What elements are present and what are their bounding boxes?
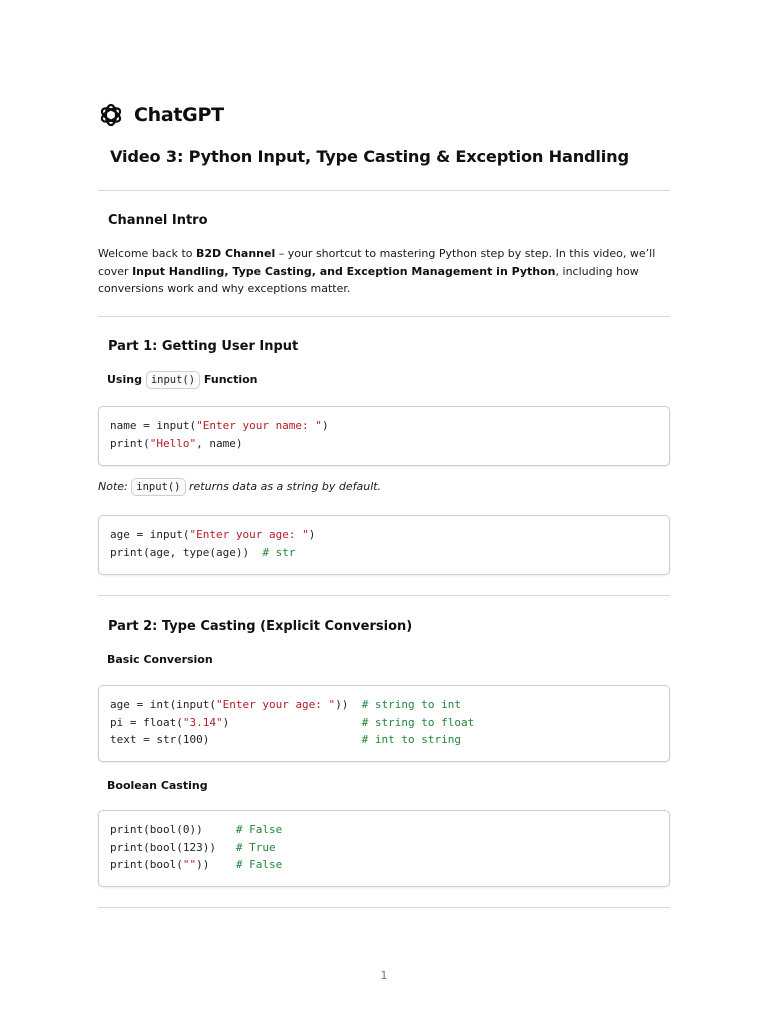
- brand-header: [98, 100, 224, 130]
- note: [98, 478, 381, 496]
- note-text: returns data as a string by default.: [189, 480, 382, 493]
- subheading-input-function: [107, 371, 258, 389]
- divider: [98, 316, 670, 317]
- section-heading-part2: Part 2: Type Casting (Explicit Conversion): [108, 619, 413, 634]
- brand-name: ChatGPT: [134, 104, 224, 126]
- divider: [98, 190, 670, 191]
- openai-logo-icon: [98, 102, 124, 128]
- code-block: name = input("Enter your name: ") print("Hello", name): [98, 406, 670, 466]
- note-label: Note:: [98, 480, 128, 493]
- section-heading-intro: Channel Intro: [108, 213, 208, 228]
- intro-text: Welcome back to: [98, 247, 196, 260]
- page-number: 1: [380, 969, 388, 982]
- divider: [98, 907, 670, 908]
- subheading-text: Using: [107, 373, 142, 386]
- page-title: Video 3: Python Input, Type Casting & Exception Handling: [110, 147, 629, 166]
- subheading-boolean-casting: Boolean Casting: [107, 779, 208, 792]
- code-block: age = int(input("Enter your age: ")) # string to int pi = float("3.14") # string to float text = str(100) # int to string: [98, 685, 670, 762]
- intro-bold-topics: Input Handling, Type Casting, and Exception Management in Python: [132, 264, 556, 278]
- inline-code: input(): [146, 371, 200, 389]
- intro-text: – your shortcut to mastering Python step by step. In this video, we’ll cover: [98, 247, 656, 278]
- code-block: print(bool(0)) # False print(bool(123)) # True print(bool("")) # False: [98, 810, 670, 887]
- subheading-text: Function: [203, 373, 258, 386]
- divider: [98, 595, 670, 596]
- intro-text: , including how conversions work and why exceptions matter.: [98, 264, 639, 295]
- inline-code: input(): [131, 478, 185, 496]
- subheading-basic-conversion: Basic Conversion: [107, 653, 213, 666]
- section-heading-part1: Part 1: Getting User Input: [108, 339, 299, 354]
- code-block: age = input("Enter your age: ") print(age, type(age)) # str: [98, 515, 670, 575]
- intro-bold-channel: B2D Channel: [196, 247, 276, 260]
- intro-paragraph: [98, 245, 670, 298]
